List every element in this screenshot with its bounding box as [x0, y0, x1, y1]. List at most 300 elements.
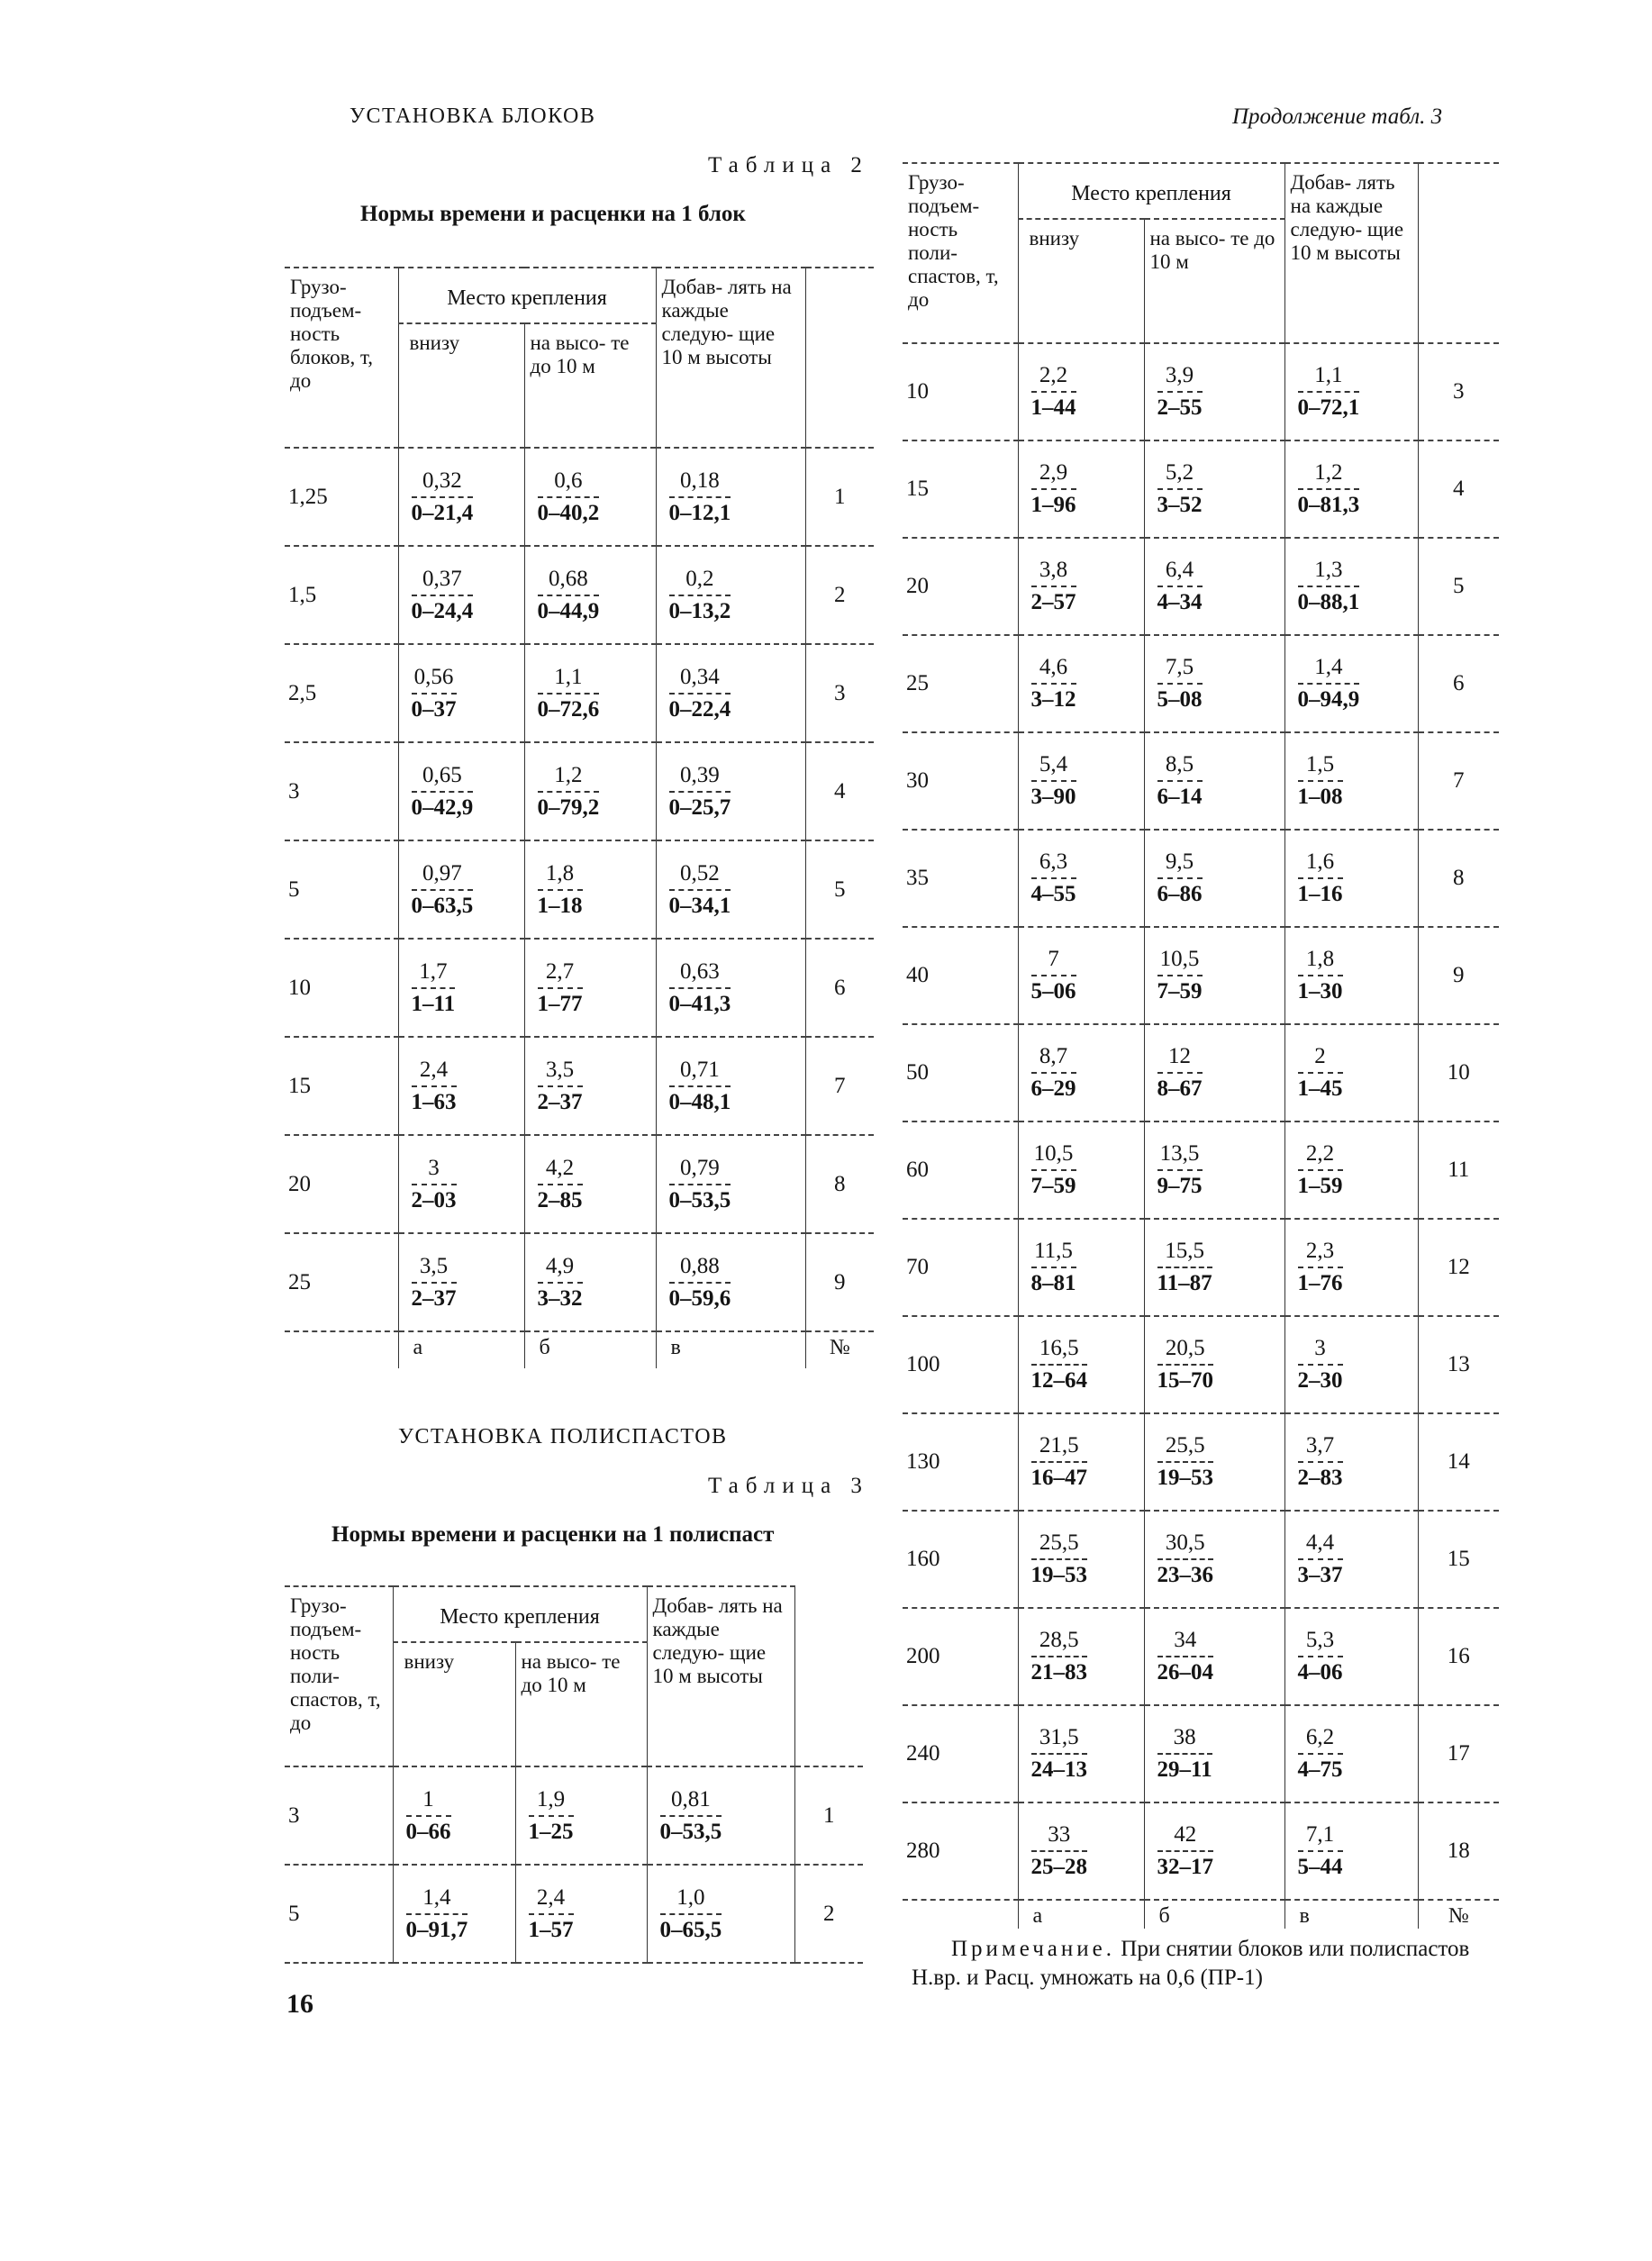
- row-number: 3: [1418, 343, 1499, 440]
- fraction-line: [1031, 586, 1076, 587]
- time-norm: 1,7: [419, 958, 448, 984]
- fraction-line: [538, 496, 600, 498]
- value-cell-b: [515, 1865, 647, 1963]
- fraction-line: [412, 595, 474, 596]
- rate-price: 0–59,6: [668, 1285, 731, 1311]
- fraction-line: [538, 791, 600, 793]
- rate-price: 4–75: [1297, 1757, 1343, 1782]
- value-cell-b: [1144, 1802, 1284, 1900]
- rate-price: 0–65,5: [659, 1917, 722, 1942]
- fraction-line: [1031, 683, 1076, 685]
- table-row: [903, 927, 1499, 1024]
- time-norm: 1,4: [422, 1884, 451, 1910]
- value-cell-a: [1018, 1316, 1144, 1413]
- rate-price: 6–14: [1157, 785, 1203, 809]
- fraction-line: [1157, 780, 1203, 782]
- value-cell-b: [1144, 440, 1284, 538]
- table-row: [903, 1802, 1499, 1900]
- value-cell-c: [647, 1766, 794, 1865]
- fraction-line: [1298, 488, 1360, 490]
- fraction-line: [1157, 1169, 1203, 1171]
- rate-price: 4–34: [1157, 590, 1203, 614]
- value-cell-a: [1018, 343, 1144, 440]
- capacity-cell: 3: [285, 1766, 393, 1865]
- time-norm: 6,4: [1165, 558, 1194, 582]
- time-norm: 2,4: [536, 1884, 566, 1910]
- capacity-cell: 2,5: [285, 644, 398, 742]
- rate-price: 0–21,4: [411, 500, 474, 525]
- capacity-cell: 3: [285, 742, 398, 840]
- table-row: [285, 1865, 863, 1963]
- header-height: на высо- те до 10 м: [524, 323, 656, 448]
- value-cell-a: [393, 1865, 515, 1963]
- time-norm: 1,1: [554, 664, 583, 689]
- time-norm: 1,8: [545, 860, 575, 885]
- value-cell-b: [1144, 927, 1284, 1024]
- value-cell-a: [1018, 1802, 1144, 1900]
- value-cell-a: [1018, 1413, 1144, 1511]
- table-3-label: Таблица 3: [708, 1474, 869, 1498]
- value-cell-a: [398, 448, 524, 546]
- row-number: 14: [1418, 1413, 1499, 1511]
- fraction-line: [1157, 1558, 1214, 1560]
- time-norm: 0,65: [422, 762, 462, 787]
- value-cell-b: [1144, 1024, 1284, 1121]
- fraction-line: [1157, 683, 1203, 685]
- rate-price: 5–44: [1297, 1855, 1343, 1879]
- capacity-cell: 1,25: [285, 448, 398, 546]
- time-norm: 0,6: [554, 468, 583, 493]
- rate-price: 2–30: [1297, 1368, 1343, 1393]
- time-norm: 5,3: [1305, 1628, 1335, 1652]
- time-norm: 1,4: [1314, 655, 1343, 679]
- value-cell-a: [398, 1233, 524, 1331]
- legend-a: а: [1018, 1900, 1144, 1929]
- table-row: [903, 732, 1499, 830]
- rate-price: 0–25,7: [668, 795, 731, 820]
- rate-price: 2–57: [1030, 590, 1076, 614]
- rate-price: 2–83: [1297, 1466, 1343, 1490]
- value-cell-b: [1144, 1219, 1284, 1316]
- value-cell-b: [1144, 1608, 1284, 1705]
- value-cell-c: [656, 546, 805, 644]
- value-cell-a: [398, 939, 524, 1037]
- time-norm: 1,2: [1314, 460, 1343, 485]
- legend-b: б: [524, 1331, 656, 1368]
- value-cell-a: [1018, 1511, 1144, 1608]
- fraction-line: [660, 1913, 722, 1915]
- value-cell-c: [656, 742, 805, 840]
- fraction-line: [669, 1184, 731, 1185]
- value-cell-b: [524, 644, 656, 742]
- rate-price: 1–44: [1030, 395, 1076, 420]
- time-norm: 16,5: [1039, 1336, 1079, 1360]
- time-norm: 1,1: [1314, 363, 1343, 387]
- time-norm: 30,5: [1165, 1530, 1205, 1555]
- header-extra: Добав- лять на каждые следую- щие 10 м высоты: [656, 268, 805, 448]
- rate-price: 3–12: [1030, 687, 1076, 712]
- capacity-cell: 20: [903, 538, 1018, 635]
- fraction-line: [669, 987, 731, 989]
- row-number: 5: [1418, 538, 1499, 635]
- row-number: 9: [1418, 927, 1499, 1024]
- fraction-line: [1157, 1461, 1214, 1463]
- capacity-cell: 5: [285, 840, 398, 939]
- row-number: 17: [1418, 1705, 1499, 1802]
- value-cell-b: [515, 1766, 647, 1865]
- value-cell-b: [1144, 732, 1284, 830]
- time-norm: 0,52: [680, 860, 720, 885]
- capacity-cell: 35: [903, 830, 1018, 927]
- capacity-cell: 30: [903, 732, 1018, 830]
- rate-price: 1–45: [1297, 1076, 1343, 1101]
- header-capacity: Грузо- подъем- ность поли- спастов, т, до: [285, 1586, 393, 1766]
- time-norm: 0,34: [680, 664, 720, 689]
- fraction-line: [529, 1815, 574, 1817]
- fraction-line: [1157, 877, 1203, 879]
- time-norm: 3: [428, 1155, 440, 1180]
- value-cell-c: [1284, 1608, 1418, 1705]
- fraction-line: [406, 1913, 468, 1915]
- row-number: 1: [805, 448, 874, 546]
- value-cell-b: [1144, 635, 1284, 732]
- time-norm: 3,5: [545, 1057, 575, 1082]
- rate-price: 12–64: [1030, 1368, 1087, 1393]
- rate-price: 0–44,9: [537, 598, 600, 623]
- time-norm: 1,9: [536, 1786, 566, 1812]
- row-number: 9: [805, 1233, 874, 1331]
- table-3-caption: Нормы времени и расценки на 1 полиспаст: [331, 1522, 775, 1547]
- time-norm: 8,7: [1039, 1044, 1068, 1068]
- fraction-line: [538, 595, 600, 596]
- fraction-line: [1157, 975, 1203, 976]
- rate-price: 0–12,1: [668, 500, 731, 525]
- rate-price: 8–81: [1030, 1271, 1076, 1295]
- time-norm: 11,5: [1034, 1239, 1073, 1263]
- time-norm: 0,71: [680, 1057, 720, 1082]
- fraction-line: [1031, 1850, 1088, 1852]
- time-norm: 25,5: [1165, 1433, 1205, 1457]
- value-cell-b: [1144, 1511, 1284, 1608]
- value-cell-c: [1284, 538, 1418, 635]
- fraction-line: [412, 1282, 457, 1284]
- time-norm: 4,4: [1305, 1530, 1335, 1555]
- capacity-cell: 25: [903, 635, 1018, 732]
- table-row: [285, 644, 874, 742]
- fraction-line: [1031, 1558, 1088, 1560]
- table-row: [903, 1511, 1499, 1608]
- time-norm: 1,6: [1305, 849, 1335, 874]
- table-2: [285, 267, 874, 1368]
- rate-price: 0–79,2: [537, 795, 600, 820]
- rate-price: 0–22,4: [668, 696, 731, 722]
- legend-blank: [285, 1331, 398, 1368]
- table-row: [903, 343, 1499, 440]
- row-number: 15: [1418, 1511, 1499, 1608]
- header-number-blank: [1418, 163, 1499, 343]
- fraction-line: [1298, 1558, 1343, 1560]
- value-cell-c: [1284, 927, 1418, 1024]
- time-norm: 21,5: [1039, 1433, 1079, 1457]
- legend-c: в: [1284, 1900, 1418, 1929]
- value-cell-c: [1284, 635, 1418, 732]
- value-cell-c: [1284, 1413, 1418, 1511]
- value-cell-a: [393, 1766, 515, 1865]
- time-norm: 4,2: [545, 1155, 575, 1180]
- time-norm: 13,5: [1159, 1141, 1200, 1166]
- fraction-line: [1298, 391, 1360, 393]
- row-number: 6: [805, 939, 874, 1037]
- rate-price: 8–67: [1157, 1076, 1203, 1101]
- time-norm: 1: [422, 1786, 434, 1812]
- rate-price: 1–57: [528, 1917, 574, 1942]
- time-norm: 0,32: [422, 468, 462, 493]
- fraction-line: [669, 889, 731, 891]
- time-norm: 3,9: [1165, 363, 1194, 387]
- fraction-line: [1298, 1656, 1343, 1657]
- fraction-line: [669, 1085, 731, 1087]
- value-cell-b: [524, 448, 656, 546]
- fraction-line: [1031, 391, 1076, 393]
- fraction-line: [406, 1815, 451, 1817]
- header-number-blank: [794, 1586, 863, 1766]
- rate-price: 0–41,3: [668, 991, 731, 1016]
- rate-price: 2–85: [537, 1187, 583, 1212]
- table-row: [285, 546, 874, 644]
- time-norm: 7,5: [1165, 655, 1194, 679]
- value-cell-b: [524, 742, 656, 840]
- capacity-cell: 10: [285, 939, 398, 1037]
- time-norm: 0,56: [413, 664, 454, 689]
- fraction-line: [529, 1913, 574, 1915]
- fraction-line: [538, 1282, 583, 1284]
- time-norm: 5,2: [1165, 460, 1194, 485]
- value-cell-c: [656, 448, 805, 546]
- rate-price: 2–37: [537, 1089, 583, 1114]
- value-cell-a: [1018, 1705, 1144, 1802]
- row-number: 7: [805, 1037, 874, 1135]
- row-number: 4: [1418, 440, 1499, 538]
- fraction-line: [1298, 1267, 1343, 1268]
- rate-price: 0–40,2: [537, 500, 600, 525]
- row-number: 4: [805, 742, 874, 840]
- table-row: [285, 1135, 874, 1233]
- fraction-line: [1298, 1169, 1343, 1171]
- section-title-polyspasts: УСТАНОВКА ПОЛИСПАСТОВ: [398, 1425, 728, 1448]
- fraction-line: [1298, 780, 1343, 782]
- fraction-line: [1031, 1656, 1088, 1657]
- table-row: [903, 1219, 1499, 1316]
- value-cell-c: [1284, 1511, 1418, 1608]
- value-cell-c: [1284, 1316, 1418, 1413]
- rate-price: 6–86: [1157, 882, 1203, 906]
- rate-price: 0–34,1: [668, 893, 731, 918]
- value-cell-b: [524, 546, 656, 644]
- value-cell-b: [524, 840, 656, 939]
- time-norm: 3: [1314, 1336, 1326, 1360]
- value-cell-c: [656, 1135, 805, 1233]
- time-norm: 10,5: [1033, 1141, 1074, 1166]
- fraction-line: [669, 496, 731, 498]
- header-number-blank: [805, 268, 874, 448]
- header-bottom: внизу: [398, 323, 524, 448]
- time-norm: 3,5: [419, 1253, 449, 1278]
- fraction-line: [1157, 1364, 1214, 1366]
- value-cell-c: [1284, 1705, 1418, 1802]
- rate-price: 0–53,5: [659, 1819, 722, 1844]
- value-cell-c: [656, 644, 805, 742]
- time-norm: 38: [1173, 1725, 1196, 1749]
- time-norm: 12: [1168, 1044, 1191, 1068]
- time-norm: 0,18: [680, 468, 720, 493]
- value-cell-b: [524, 1135, 656, 1233]
- value-cell-a: [1018, 732, 1144, 830]
- capacity-cell: 1,5: [285, 546, 398, 644]
- fraction-line: [1157, 1267, 1212, 1268]
- value-cell-b: [1144, 1121, 1284, 1219]
- fraction-line: [412, 889, 474, 891]
- time-norm: 0,39: [680, 762, 720, 787]
- table-row: [285, 939, 874, 1037]
- fraction-line: [1031, 1753, 1088, 1755]
- capacity-cell: 200: [903, 1608, 1018, 1705]
- time-norm: 33: [1048, 1822, 1071, 1847]
- fraction-line: [1157, 1753, 1212, 1755]
- capacity-cell: 15: [903, 440, 1018, 538]
- time-norm: 2,2: [1305, 1141, 1335, 1166]
- rate-price: 0–94,9: [1297, 687, 1360, 712]
- time-norm: 9,5: [1165, 849, 1194, 874]
- value-cell-c: [1284, 1802, 1418, 1900]
- header-extra: Добав- лять на каждые следую- щие 10 м высоты: [647, 1586, 794, 1766]
- row-number: 16: [1418, 1608, 1499, 1705]
- value-cell-a: [1018, 635, 1144, 732]
- capacity-cell: 100: [903, 1316, 1018, 1413]
- header-height: на высо- те до 10 м: [1144, 219, 1284, 343]
- time-norm: 25,5: [1039, 1530, 1079, 1555]
- table-row: [903, 1705, 1499, 1802]
- fraction-line: [538, 693, 600, 695]
- row-number: 13: [1418, 1316, 1499, 1413]
- value-cell-c: [656, 939, 805, 1037]
- fraction-line: [412, 1184, 457, 1185]
- table-row: [285, 1037, 874, 1135]
- legend-c: в: [656, 1331, 805, 1368]
- fraction-line: [538, 889, 583, 891]
- fraction-line: [669, 693, 731, 695]
- fraction-line: [1157, 488, 1203, 490]
- rate-price: 4–55: [1030, 882, 1076, 906]
- fraction-line: [1298, 877, 1343, 879]
- table-row: [903, 830, 1499, 927]
- fraction-line: [412, 987, 456, 989]
- fraction-line: [1298, 975, 1343, 976]
- row-number: 8: [1418, 830, 1499, 927]
- fraction-line: [1298, 1461, 1343, 1463]
- rate-price: 1–08: [1297, 785, 1343, 809]
- value-cell-c: [656, 840, 805, 939]
- time-norm: 1,0: [676, 1884, 705, 1910]
- rate-price: 2–37: [411, 1285, 457, 1311]
- value-cell-a: [1018, 830, 1144, 927]
- fraction-line: [1298, 683, 1360, 685]
- rate-price: 23–36: [1157, 1563, 1213, 1587]
- value-cell-c: [1284, 732, 1418, 830]
- rate-price: 2–03: [411, 1187, 457, 1212]
- rate-price: 29–11: [1157, 1757, 1212, 1782]
- value-cell-a: [398, 644, 524, 742]
- value-cell-b: [1144, 1316, 1284, 1413]
- fraction-line: [1031, 1461, 1088, 1463]
- header-place: Место крепления: [393, 1586, 647, 1642]
- header-bottom: внизу: [393, 1642, 515, 1766]
- rate-price: 0–24,4: [411, 598, 474, 623]
- rate-price: 1–18: [537, 893, 583, 918]
- rate-price: 0–37: [411, 696, 457, 722]
- time-norm: 8,5: [1165, 752, 1194, 776]
- time-norm: 2,2: [1039, 363, 1068, 387]
- fraction-line: [1157, 1656, 1214, 1657]
- value-cell-b: [524, 939, 656, 1037]
- table-row: [903, 1024, 1499, 1121]
- value-cell-c: [1284, 1024, 1418, 1121]
- rate-price: 1–77: [537, 991, 583, 1016]
- rate-price: 11–87: [1157, 1271, 1212, 1295]
- table-row: [285, 448, 874, 546]
- row-number: 8: [805, 1135, 874, 1233]
- fraction-line: [669, 791, 731, 793]
- fraction-line: [1157, 1850, 1214, 1852]
- fraction-line: [412, 693, 457, 695]
- table-row: [285, 1233, 874, 1331]
- row-number: 7: [1418, 732, 1499, 830]
- rate-price: 0–72,1: [1297, 395, 1360, 420]
- rate-price: 26–04: [1157, 1660, 1213, 1684]
- time-norm: 0,97: [422, 860, 462, 885]
- header-bottom: внизу: [1018, 219, 1144, 343]
- fraction-line: [538, 1085, 583, 1087]
- header-capacity: Грузо- подъем- ность блоков, т, до: [285, 268, 398, 448]
- capacity-cell: 240: [903, 1705, 1018, 1802]
- time-norm: 20,5: [1165, 1336, 1205, 1360]
- fraction-line: [669, 1282, 731, 1284]
- time-norm: 1,2: [554, 762, 583, 787]
- fraction-line: [1031, 780, 1076, 782]
- value-cell-a: [1018, 538, 1144, 635]
- rate-price: 0–42,9: [411, 795, 474, 820]
- time-norm: 1,3: [1314, 558, 1343, 582]
- value-cell-c: [1284, 343, 1418, 440]
- time-norm: 15,5: [1165, 1239, 1204, 1263]
- time-norm: 7: [1048, 947, 1059, 971]
- legend-n: №: [829, 1336, 850, 1359]
- rate-price: 1–76: [1297, 1271, 1343, 1295]
- rate-price: 5–08: [1157, 687, 1203, 712]
- header-height: на высо- те до 10 м: [515, 1642, 647, 1766]
- rate-price: 19–53: [1157, 1466, 1213, 1490]
- row-number: 1: [794, 1766, 863, 1865]
- value-cell-c: [1284, 1219, 1418, 1316]
- rate-price: 1–59: [1297, 1174, 1343, 1198]
- value-cell-a: [398, 546, 524, 644]
- time-norm: 0,2: [685, 566, 714, 591]
- fraction-line: [1298, 586, 1360, 587]
- capacity-cell: 130: [903, 1413, 1018, 1511]
- capacity-cell: 280: [903, 1802, 1018, 1900]
- rate-price: 9–75: [1157, 1174, 1203, 1198]
- table-3-continued: [903, 162, 1499, 1929]
- time-norm: 0,79: [680, 1155, 720, 1180]
